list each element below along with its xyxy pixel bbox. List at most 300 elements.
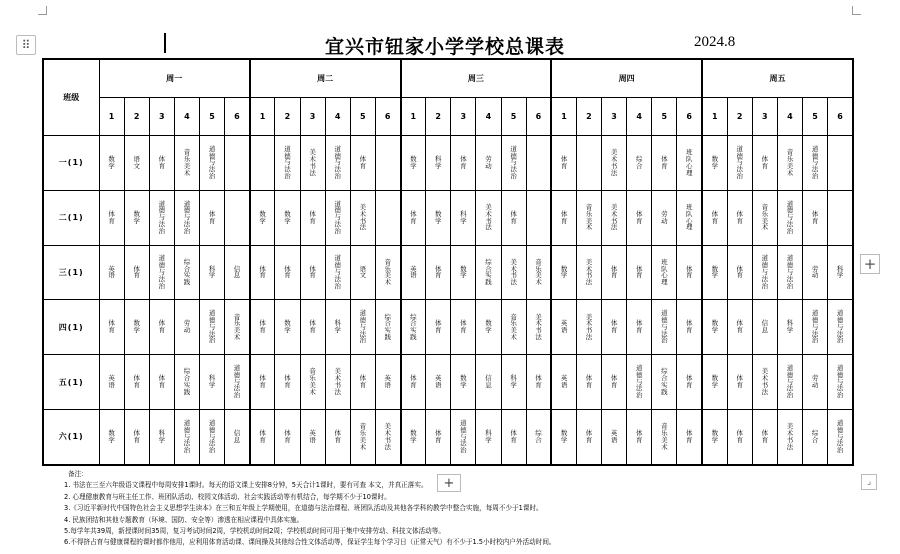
- subject-text: 道德与法治: [836, 363, 844, 400]
- subject-text: 美术书法: [535, 312, 542, 342]
- subject-cell[interactable]: [551, 409, 576, 465]
- subject-cell[interactable]: [401, 245, 426, 300]
- notes-section: [64, 469, 864, 549]
- subject-cell[interactable]: [501, 245, 526, 300]
- subject-cell[interactable]: [677, 300, 702, 355]
- subject-cell[interactable]: [702, 245, 727, 300]
- subject-text: 数学: [284, 319, 291, 335]
- subject-cell[interactable]: [300, 409, 325, 465]
- subject-text: 体育: [359, 155, 367, 170]
- subject-cell[interactable]: [451, 136, 476, 191]
- subject-cell[interactable]: [99, 409, 124, 465]
- subject-cell[interactable]: [375, 245, 400, 300]
- subject-text: 道德与法治: [284, 144, 291, 181]
- subject-cell[interactable]: [350, 245, 375, 300]
- subject-text: 综合: [535, 429, 542, 444]
- subject-cell[interactable]: [828, 245, 853, 300]
- subject-text: 科学: [510, 374, 517, 390]
- subject-cell[interactable]: [451, 245, 476, 300]
- subject-cell[interactable]: [752, 409, 777, 465]
- subject-cell[interactable]: [652, 245, 677, 300]
- subject-text: 劳动: [811, 264, 819, 280]
- subject-cell[interactable]: [250, 300, 275, 355]
- subject-cell[interactable]: [99, 300, 124, 355]
- subject-cell[interactable]: [803, 136, 828, 191]
- subject-text: 体育: [434, 264, 442, 280]
- subject-cell[interactable]: [225, 409, 250, 465]
- subject-cell[interactable]: [803, 190, 828, 245]
- subject-cell[interactable]: [803, 300, 828, 355]
- subject-cell[interactable]: [275, 245, 300, 300]
- subject-cell[interactable]: [275, 300, 300, 355]
- period-header: 3: [752, 98, 777, 136]
- table-row: [43, 409, 853, 465]
- subject-cell[interactable]: [325, 190, 350, 245]
- subject-text: 道德与法治: [183, 418, 191, 455]
- subject-text: 数学: [108, 429, 115, 444]
- subject-text: 体育: [736, 374, 743, 390]
- period-header: 5: [803, 98, 828, 136]
- subject-text: 数学: [434, 209, 442, 225]
- subject-cell[interactable]: [627, 355, 652, 410]
- subject-cell[interactable]: [752, 300, 777, 355]
- subject-cell[interactable]: [401, 190, 426, 245]
- subject-text: 体育: [585, 374, 593, 390]
- subject-cell[interactable]: [149, 409, 174, 465]
- subject-cell[interactable]: [225, 300, 250, 355]
- subject-cell[interactable]: [777, 355, 802, 410]
- subject-text: 综合: [635, 155, 643, 170]
- subject-cell[interactable]: [602, 409, 627, 465]
- subject-cell[interactable]: [677, 190, 702, 245]
- subject-text: 体育: [133, 264, 140, 280]
- subject-cell[interactable]: [451, 409, 476, 465]
- subject-cell[interactable]: [652, 409, 677, 465]
- subject-cell[interactable]: [426, 409, 451, 465]
- subject-cell[interactable]: [375, 300, 400, 355]
- subject-cell[interactable]: [225, 355, 250, 410]
- subject-cell[interactable]: [727, 136, 752, 191]
- subject-cell[interactable]: [828, 409, 853, 465]
- subject-cell[interactable]: [174, 409, 199, 465]
- subject-text: 体育: [685, 374, 693, 390]
- subject-cell[interactable]: [350, 300, 375, 355]
- day-header: 周三: [401, 59, 552, 98]
- subject-cell[interactable]: [451, 300, 476, 355]
- subject-text: 体育: [560, 209, 568, 225]
- subject-text: 美术书法: [585, 257, 593, 287]
- subject-text: 体育: [711, 209, 719, 225]
- subject-cell[interactable]: [149, 355, 174, 410]
- subject-cell[interactable]: [602, 300, 627, 355]
- resize-corner-icon[interactable]: ⌟: [861, 474, 877, 490]
- subject-text: 综合实践: [384, 312, 391, 342]
- subject-text: 音乐美术: [510, 312, 517, 342]
- subject-text: 体育: [309, 209, 316, 225]
- subject-cell[interactable]: [401, 409, 426, 465]
- subject-text: 道德与法治: [334, 199, 341, 235]
- subject-cell[interactable]: [124, 355, 149, 410]
- subject-cell[interactable]: [627, 245, 652, 300]
- text-cursor: [164, 33, 166, 53]
- subject-text: 美术书法: [485, 203, 492, 232]
- subject-text: 道德与法治: [786, 363, 794, 400]
- subject-cell[interactable]: [727, 355, 752, 410]
- subject-cell[interactable]: [828, 355, 853, 410]
- subject-cell[interactable]: [576, 190, 601, 245]
- subject-cell[interactable]: [702, 300, 727, 355]
- subject-cell[interactable]: [250, 190, 275, 245]
- subject-cell[interactable]: [325, 409, 350, 465]
- subject-cell[interactable]: [501, 409, 526, 465]
- period-header: 6: [375, 98, 400, 136]
- add-column-button[interactable]: +: [860, 254, 880, 274]
- subject-cell[interactable]: [426, 190, 451, 245]
- subject-cell[interactable]: [174, 190, 199, 245]
- subject-cell[interactable]: [476, 136, 501, 191]
- subject-cell[interactable]: [426, 300, 451, 355]
- subject-cell[interactable]: [124, 136, 149, 191]
- subject-cell[interactable]: [275, 190, 300, 245]
- subject-cell[interactable]: [124, 300, 149, 355]
- subject-cell[interactable]: [526, 136, 551, 191]
- subject-text: 科学: [208, 374, 216, 390]
- subject-cell[interactable]: [702, 190, 727, 245]
- period-header: 5: [501, 98, 526, 136]
- subject-text: 音乐美术: [585, 203, 593, 232]
- subject-cell[interactable]: [526, 245, 551, 300]
- subject-text: 音乐美术: [786, 148, 794, 177]
- subject-cell[interactable]: [828, 136, 853, 191]
- subject-text: 科学: [158, 429, 166, 444]
- subject-cell[interactable]: [677, 245, 702, 300]
- subject-text: 数学: [133, 319, 140, 335]
- subject-text: 道德与法治: [836, 309, 844, 345]
- subject-cell[interactable]: [300, 190, 325, 245]
- subject-text: 体育: [685, 429, 693, 444]
- subject-text: 体育: [535, 374, 542, 390]
- subject-text: 音乐美术: [359, 422, 367, 451]
- subject-cell[interactable]: [576, 409, 601, 465]
- subject-cell[interactable]: [250, 245, 275, 300]
- subject-cell[interactable]: [476, 409, 501, 465]
- subject-text: 体育: [309, 319, 316, 335]
- subject-cell[interactable]: [727, 409, 752, 465]
- subject-cell[interactable]: [200, 355, 225, 410]
- subject-cell[interactable]: [275, 409, 300, 465]
- subject-text: 体育: [284, 429, 291, 444]
- subject-cell[interactable]: [250, 136, 275, 191]
- subject-text: 道德与法治: [811, 144, 819, 181]
- subject-cell[interactable]: [501, 190, 526, 245]
- day-header: 周四: [551, 59, 702, 98]
- subject-text: 英语: [108, 374, 115, 390]
- subject-text: 体育: [108, 319, 115, 335]
- subject-cell[interactable]: [426, 136, 451, 191]
- period-header: 3: [602, 98, 627, 136]
- subject-cell[interactable]: [602, 136, 627, 191]
- subject-cell[interactable]: [803, 355, 828, 410]
- subject-cell[interactable]: [627, 300, 652, 355]
- subject-text: 美术书法: [510, 257, 517, 287]
- subject-text: 数学: [410, 155, 417, 170]
- subject-text: 美术书法: [610, 148, 618, 177]
- subject-text: 综合实践: [183, 367, 191, 396]
- subject-cell[interactable]: [526, 355, 551, 410]
- subject-cell[interactable]: [250, 409, 275, 465]
- period-header: 3: [300, 98, 325, 136]
- subject-cell[interactable]: [702, 409, 727, 465]
- subject-cell[interactable]: [401, 300, 426, 355]
- subject-cell[interactable]: [777, 136, 802, 191]
- class-label: 五(1): [43, 355, 99, 410]
- class-label: 二(1): [43, 190, 99, 245]
- subject-cell[interactable]: [174, 245, 199, 300]
- subject-cell[interactable]: [401, 136, 426, 191]
- subject-text: 美术书法: [585, 312, 593, 342]
- subject-cell[interactable]: [200, 300, 225, 355]
- subject-text: 劳动: [811, 374, 819, 390]
- subject-text: 英语: [610, 429, 618, 444]
- subject-cell[interactable]: [149, 190, 174, 245]
- subject-cell[interactable]: [149, 245, 174, 300]
- subject-cell[interactable]: [526, 190, 551, 245]
- subject-text: 道德与法治: [811, 309, 819, 345]
- subject-cell[interactable]: [275, 136, 300, 191]
- subject-cell[interactable]: [551, 136, 576, 191]
- subject-cell[interactable]: [828, 300, 853, 355]
- period-header: 4: [627, 98, 652, 136]
- subject-text: 道德与法治: [208, 309, 216, 345]
- subject-cell[interactable]: [652, 355, 677, 410]
- subject-text: 音乐美术: [661, 422, 668, 451]
- subject-cell[interactable]: [225, 190, 250, 245]
- table-row: [43, 190, 853, 245]
- subject-cell[interactable]: [777, 300, 802, 355]
- subject-cell[interactable]: [300, 136, 325, 191]
- subject-cell[interactable]: [677, 136, 702, 191]
- subject-cell[interactable]: [526, 409, 551, 465]
- subject-text: 音乐美术: [761, 203, 769, 232]
- subject-text: 体育: [460, 155, 467, 170]
- subject-text: 道德与法治: [510, 144, 517, 181]
- subject-cell[interactable]: [501, 355, 526, 410]
- subject-cell[interactable]: [200, 409, 225, 465]
- subject-text: 道德与法治: [334, 254, 341, 290]
- subject-text: 数学: [133, 209, 140, 225]
- subject-cell[interactable]: [627, 409, 652, 465]
- period-header: 6: [526, 98, 551, 136]
- subject-text: 体育: [761, 429, 769, 444]
- subject-cell[interactable]: [426, 355, 451, 410]
- subject-cell[interactable]: [350, 190, 375, 245]
- subject-cell[interactable]: [225, 245, 250, 300]
- subject-cell[interactable]: [602, 355, 627, 410]
- subject-cell[interactable]: [250, 355, 275, 410]
- subject-cell[interactable]: [677, 355, 702, 410]
- period-header: 1: [702, 98, 727, 136]
- subject-cell[interactable]: [777, 245, 802, 300]
- subject-cell[interactable]: [300, 300, 325, 355]
- subject-cell[interactable]: [99, 136, 124, 191]
- subject-text: 体育: [635, 319, 643, 335]
- subject-cell[interactable]: [627, 136, 652, 191]
- subject-cell[interactable]: [225, 136, 250, 191]
- subject-text: 体育: [635, 209, 643, 225]
- subject-text: 体育: [685, 264, 693, 280]
- subject-cell[interactable]: [576, 245, 601, 300]
- subject-cell[interactable]: [174, 300, 199, 355]
- subject-text: 道德与法治: [786, 199, 794, 235]
- period-header: 2: [576, 98, 601, 136]
- subject-cell[interactable]: [777, 409, 802, 465]
- subject-cell[interactable]: [602, 190, 627, 245]
- day-header: 周一: [99, 59, 250, 98]
- subject-cell[interactable]: [777, 190, 802, 245]
- subject-cell[interactable]: [99, 190, 124, 245]
- subject-cell[interactable]: [551, 355, 576, 410]
- subject-text: 英语: [384, 374, 391, 390]
- subject-cell[interactable]: [325, 245, 350, 300]
- subject-cell[interactable]: [200, 136, 225, 191]
- subject-cell[interactable]: [325, 355, 350, 410]
- subject-cell[interactable]: [476, 300, 501, 355]
- subject-cell[interactable]: [501, 136, 526, 191]
- subject-text: 英语: [560, 319, 568, 335]
- subject-cell[interactable]: [702, 355, 727, 410]
- subject-cell[interactable]: [551, 300, 576, 355]
- subject-text: 科学: [786, 319, 794, 335]
- subject-text: 数学: [711, 264, 719, 280]
- subject-cell[interactable]: [727, 245, 752, 300]
- subject-cell[interactable]: [300, 245, 325, 300]
- subject-text: 体育: [510, 429, 517, 444]
- subject-cell[interactable]: [752, 190, 777, 245]
- table-row: [43, 300, 853, 355]
- subject-cell[interactable]: [375, 136, 400, 191]
- corner-label: 班级: [43, 59, 99, 136]
- subject-cell[interactable]: [200, 190, 225, 245]
- subject-cell[interactable]: [501, 300, 526, 355]
- subject-cell[interactable]: [476, 245, 501, 300]
- period-header: 5: [652, 98, 677, 136]
- note-item: 6.不得挤占育与健康课程的课时都作他用，应利用体育活动课、课间操及其他综合性文体活动等，保证学生每个学习日（正常天气）有不少于1.5小时校内户外活动时间。: [64, 538, 556, 547]
- subject-text: 体育: [259, 429, 266, 444]
- subject-cell[interactable]: [375, 190, 400, 245]
- subject-text: 美术书法: [309, 148, 316, 177]
- subject-text: 道德与法治: [836, 418, 844, 455]
- subject-cell[interactable]: [200, 245, 225, 300]
- subject-text: 数学: [560, 429, 568, 444]
- subject-cell[interactable]: [576, 355, 601, 410]
- subject-cell[interactable]: [375, 409, 400, 465]
- subject-text: 综合实践: [410, 312, 417, 342]
- period-header: 4: [777, 98, 802, 136]
- subject-text: 音乐美术: [233, 312, 241, 342]
- subject-cell[interactable]: [551, 190, 576, 245]
- subject-text: 美术书法: [359, 203, 367, 232]
- subject-cell[interactable]: [602, 245, 627, 300]
- subject-cell[interactable]: [401, 355, 426, 410]
- subject-cell[interactable]: [375, 355, 400, 410]
- subject-cell[interactable]: [652, 136, 677, 191]
- period-header: 6: [225, 98, 250, 136]
- subject-cell[interactable]: [652, 300, 677, 355]
- subject-cell[interactable]: [451, 355, 476, 410]
- page-corner-mark-left: [38, 6, 47, 15]
- subject-text: 道德与法治: [661, 309, 668, 345]
- subject-cell[interactable]: [350, 136, 375, 191]
- period-header: 1: [551, 98, 576, 136]
- subject-cell[interactable]: [124, 190, 149, 245]
- subject-cell[interactable]: [426, 245, 451, 300]
- subject-cell[interactable]: [576, 300, 601, 355]
- subject-text: 数学: [560, 264, 568, 280]
- subject-text: 体育: [259, 374, 266, 390]
- subject-cell[interactable]: [652, 190, 677, 245]
- period-header: 6: [828, 98, 853, 136]
- subject-cell[interactable]: [803, 409, 828, 465]
- subject-cell[interactable]: [149, 136, 174, 191]
- subject-cell[interactable]: [752, 355, 777, 410]
- subject-cell[interactable]: [300, 355, 325, 410]
- subject-text: 体育: [259, 319, 266, 335]
- subject-cell[interactable]: [752, 136, 777, 191]
- subject-cell[interactable]: [727, 300, 752, 355]
- subject-cell[interactable]: [451, 190, 476, 245]
- subject-cell[interactable]: [174, 136, 199, 191]
- subject-cell[interactable]: [350, 355, 375, 410]
- subject-cell[interactable]: [350, 409, 375, 465]
- subject-cell[interactable]: [124, 245, 149, 300]
- subject-cell[interactable]: [627, 190, 652, 245]
- subject-cell[interactable]: [828, 190, 853, 245]
- subject-cell[interactable]: [803, 245, 828, 300]
- subject-cell[interactable]: [551, 245, 576, 300]
- subject-text: 体育: [585, 429, 593, 444]
- subject-text: 科学: [434, 155, 442, 170]
- subject-cell[interactable]: [476, 355, 501, 410]
- subject-cell[interactable]: [526, 300, 551, 355]
- subject-text: 道德与法治: [460, 418, 467, 455]
- subject-text: 英语: [108, 264, 115, 280]
- subject-text: 科学: [836, 264, 844, 280]
- subject-text: 英语: [560, 374, 568, 390]
- subject-cell[interactable]: [677, 409, 702, 465]
- plus-icon[interactable]: +: [437, 474, 461, 492]
- subject-cell[interactable]: [576, 136, 601, 191]
- subject-cell[interactable]: [727, 190, 752, 245]
- move-handle-icon[interactable]: ⠿: [16, 35, 36, 55]
- subject-cell[interactable]: [275, 355, 300, 410]
- subject-cell[interactable]: [149, 300, 174, 355]
- subject-cell[interactable]: [752, 245, 777, 300]
- subject-cell[interactable]: [702, 136, 727, 191]
- period-header: 5: [200, 98, 225, 136]
- subject-text: 体育: [610, 319, 618, 335]
- subject-cell[interactable]: [99, 355, 124, 410]
- subject-text: 劳动: [183, 319, 191, 335]
- subject-cell[interactable]: [124, 409, 149, 465]
- timetable: [42, 58, 854, 466]
- subject-cell[interactable]: [325, 300, 350, 355]
- note-item: 4. 民族团结和其他专题教育（环境、国防、安全等）渗透在相应课程中具体实施。: [64, 515, 304, 524]
- subject-cell[interactable]: [325, 136, 350, 191]
- subject-cell[interactable]: [99, 245, 124, 300]
- subject-text: 体育: [661, 155, 668, 170]
- subject-cell[interactable]: [174, 355, 199, 410]
- subject-cell[interactable]: [476, 190, 501, 245]
